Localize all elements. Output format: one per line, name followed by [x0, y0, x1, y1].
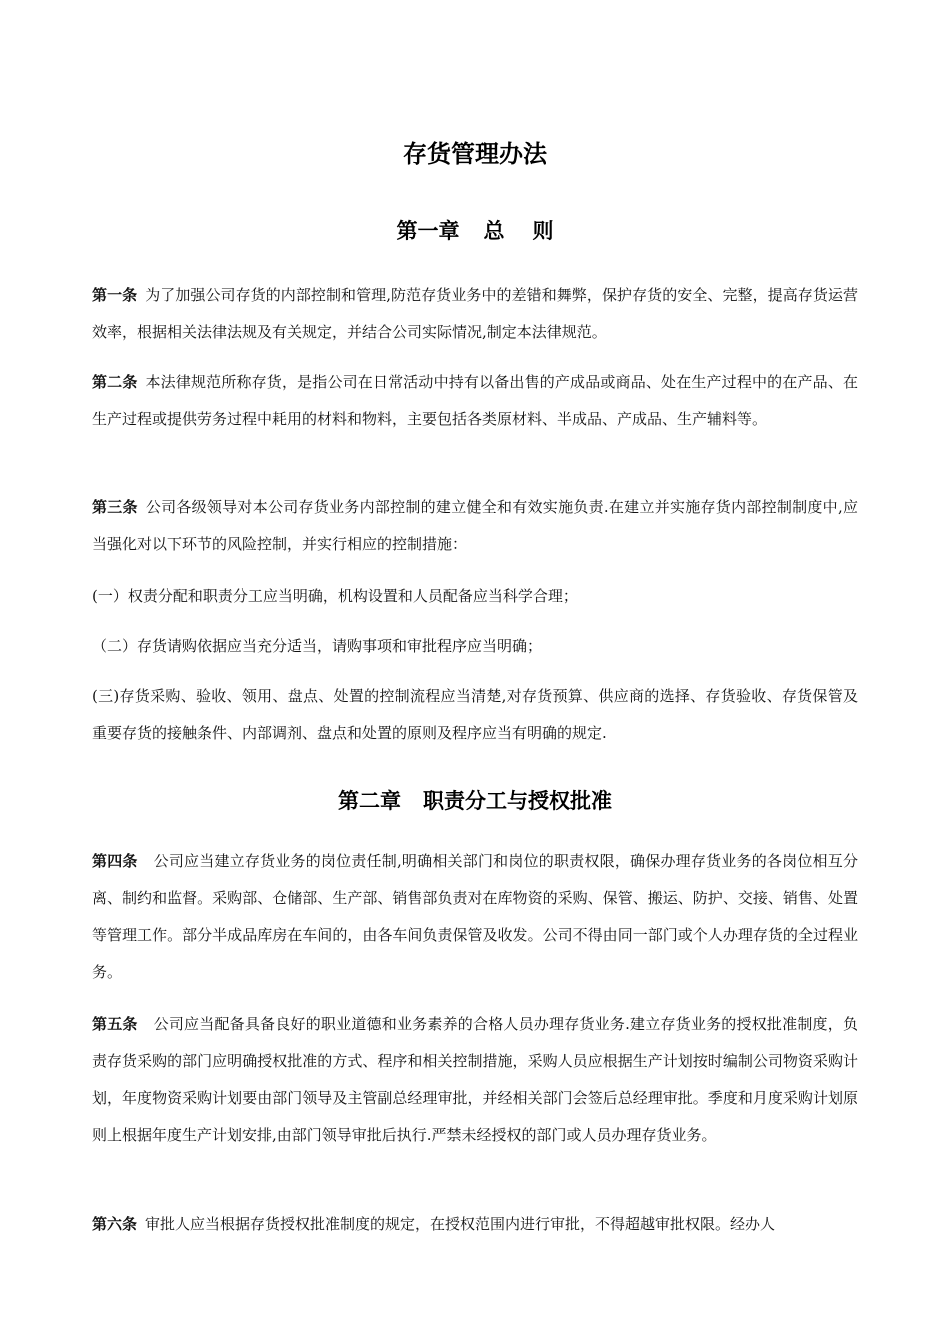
chapter-2-heading	[0, 785, 950, 815]
chapter-1-number: 第一章	[396, 219, 460, 243]
article-1-label: 第一条	[92, 286, 138, 304]
chapter-2-name: 职责分工与授权批准	[423, 789, 612, 813]
article-4-label: 第四条	[92, 852, 138, 870]
article-2-label: 第二条	[92, 373, 138, 391]
article-5	[92, 1006, 858, 1154]
article-5-text: 公司应当配备具备良好的职业道德和业务素养的合格人员办理存货业务.建立存货业务的授权批准制度，负责存货采购的部门应明确授权批准的方式、程序和相关控制措施，采购人员应根据生产计划按时编制公司物资采购计划，年度物资采购计划要由部门领导及主管副总经理审批，并经相关部门会签后总经理审批。季度和月度采购计划原则上根据年度生产计划安排,由部门领导审批后执行.严禁未经授权的部门或人员办理存货业务。	[92, 1015, 858, 1144]
list-item-1-text: (一）权责分配和职责分工应当明确，机构设置和人员配备应当科学合理；	[92, 587, 578, 605]
article-3-text: 公司各级领导对本公司存货业务内部控制的建立健全和有效实施负责.在建立并实施存货内部控制制度中,应当强化对以下环节的风险控制，并实行相应的控制措施：	[92, 498, 858, 553]
chapter-1-word-2: 则	[532, 219, 554, 243]
article-4	[92, 843, 858, 991]
chapter-2-number: 第二章	[338, 789, 401, 813]
list-item-2	[92, 628, 858, 665]
list-item-3	[92, 678, 858, 752]
article-1	[92, 277, 858, 351]
list-item-1	[92, 578, 858, 615]
article-3-label: 第三条	[92, 498, 138, 516]
article-2-text: 本法律规范所称存货，是指公司在日常活动中持有以备出售的产成品或商品、处在生产过程中的在产品、在生产过程或提供劳务过程中耗用的材料和物料，主要包括各类原材料、半成品、产成品、生产辅料等。	[92, 373, 858, 428]
chapter-1-word-1: 总	[483, 219, 505, 243]
article-1-text: 为了加强公司存货的内部控制和管理,防范存货业务中的差错和舞弊，保护存货的安全、完整，提高存货运营效率，根据相关法律法规及有关规定，并结合公司实际情况,制定本法律规范。	[92, 286, 858, 341]
article-6-label: 第六条	[92, 1215, 138, 1233]
article-3	[92, 489, 858, 563]
article-6	[92, 1206, 858, 1243]
chapter-1-heading	[0, 215, 950, 245]
article-6-text: 审批人应当根据存货授权批准制度的规定，在授权范围内进行审批，不得超越审批权限。经办人	[145, 1215, 776, 1233]
list-item-3-text: (三)存货采购、验收、领用、盘点、处置的控制流程应当清楚,对存货预算、供应商的选择、存货验收、存货保管及重要存货的接触条件、内部调剂、盘点和处置的原则及程序应当有明确的规定.	[92, 687, 858, 742]
article-5-label: 第五条	[92, 1015, 138, 1033]
list-item-2-text: （二）存货请购依据应当充分适当，请购事项和审批程序应当明确；	[92, 637, 543, 655]
article-2	[92, 364, 858, 438]
article-4-text: 公司应当建立存货业务的岗位责任制,明确相关部门和岗位的职责权限，确保办理存货业务的各岗位相互分离、制约和监督。采购部、仓储部、生产部、销售部负责对在库物资的采购、保管、搬运、防护、交接、销售、处置等管理工作。部分半成品库房在车间的，由各车间负责保管及收发。公司不得由同一部门或个人办理存货的全过程业务。	[92, 852, 858, 981]
document-title: 存货管理办法	[403, 140, 547, 168]
